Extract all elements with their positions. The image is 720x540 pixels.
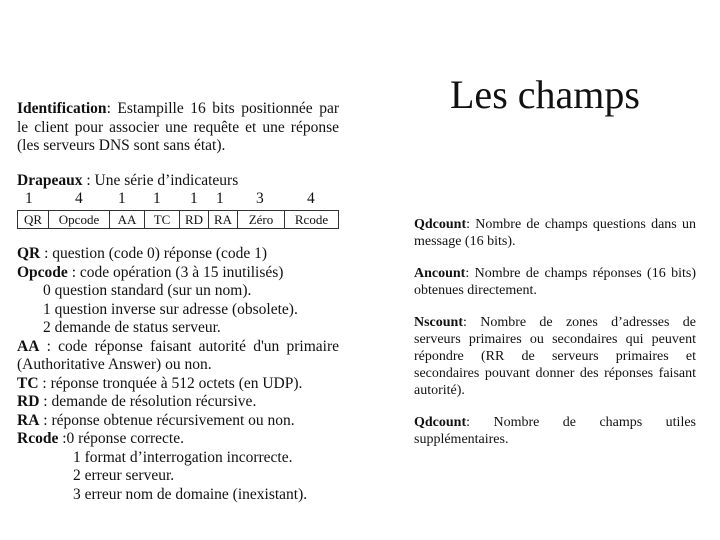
ancount-term: Ancount (414, 266, 466, 281)
aa-definition (17, 338, 339, 375)
opcode-value-2: 2 demande de status serveur. (43, 319, 221, 336)
qr-definition (17, 245, 339, 264)
identification-text: : Estampille 16 bits positionnée par le client pour associer une requête et une réponse (les serveurs DNS sont sans état). (17, 100, 339, 154)
flag-cell-rcode: Rcode (285, 211, 339, 229)
drapeaux-paragraph (17, 172, 339, 191)
rcode-value-2: 2 erreur serveur. (73, 467, 175, 484)
opcode-term: Opcode (17, 263, 68, 281)
ra-term: RA (17, 411, 40, 429)
opcode-definition (17, 264, 339, 283)
qdcount-term: Qdcount (414, 217, 467, 232)
left-column (17, 100, 339, 504)
rd-text: : demande de résolution récursive. (39, 393, 257, 410)
tc-text: : réponse tronquée à 512 octets (en UDP). (38, 374, 303, 392)
ra-definition (17, 412, 339, 431)
qdcount-definition (414, 216, 696, 250)
ancount-definition (414, 265, 696, 299)
bit-size: 4 (75, 190, 83, 207)
tc-term: TC (17, 374, 39, 392)
bit-size: 1 (216, 190, 224, 207)
opcode-value-1: 1 question inverse sur adresse (obsolete). (43, 300, 298, 318)
rcode-definition (17, 430, 339, 449)
flag-cell-ra: RA (209, 211, 238, 229)
bit-size: 4 (307, 190, 315, 207)
bit-size: 3 (256, 190, 264, 207)
opcode-value-0: 0 question standard (sur un nom). (43, 282, 252, 299)
drapeaux-text: : Une série d’indicateurs (82, 171, 239, 189)
ancount-text: : Nombre de champs réponses (16 bits) obtenues directement. (414, 266, 696, 298)
flag-cell-aa: AA (110, 211, 145, 229)
qdcount-additional-term: Qdcount (414, 415, 467, 430)
bit-size: 1 (25, 190, 33, 207)
flag-cell-opcode: Opcode (49, 211, 110, 229)
aa-term: AA (17, 337, 40, 355)
ra-text: : réponse obtenue récursivement ou non. (39, 411, 295, 429)
rd-term: RD (17, 393, 40, 410)
slide-title: Les champs (450, 72, 640, 117)
bit-size-row (17, 190, 339, 208)
nscount-term: Nscount (414, 315, 464, 330)
rcode-term: Rcode (17, 430, 59, 447)
flag-cell-tc: TC (145, 211, 180, 229)
nscount-text: : Nombre de zones d’adresses de serveurs primaires ou secondaires qui peuvent répondre (RR de serveurs primaires et secondaires pouvant donner des réponses faisant autorité). (414, 315, 696, 398)
drapeaux-term: Drapeaux (17, 171, 83, 189)
aa-text: : code réponse faisant autorité d'un primaire (Authoritative Answer) ou non. (17, 337, 339, 373)
rcode-text: :0 réponse correcte. (58, 430, 184, 447)
right-column (414, 216, 696, 463)
bit-size: 1 (153, 190, 161, 207)
rcode-value-3: 3 erreur nom de domaine (inexistant). (73, 485, 308, 503)
bit-size: 1 (118, 190, 126, 207)
qdcount-additional-text: : Nombre de champs utiles supplémentaires. (414, 415, 696, 447)
opcode-text: : code opération (3 à 15 inutilisés) (67, 263, 284, 281)
tc-definition (17, 375, 339, 394)
rcode-value-1: 1 format d’interrogation incorrecte. (73, 448, 293, 466)
rd-definition (17, 393, 339, 412)
identification-paragraph (17, 100, 339, 156)
flag-cell-qr: QR (18, 211, 49, 229)
flags-table (17, 210, 339, 229)
flag-cell-rd: RD (180, 211, 209, 229)
qdcount-text: : Nombre de champs questions dans un message (16 bits). (414, 217, 696, 249)
flag-cell-zero: Zéro (238, 211, 285, 229)
nscount-definition (414, 314, 696, 399)
identification-term: Identification (17, 100, 107, 117)
qdcount-additional-definition (414, 414, 696, 448)
bit-size: 1 (190, 190, 198, 207)
qr-text: : question (code 0) réponse (code 1) (40, 245, 268, 262)
qr-term: QR (17, 245, 41, 262)
flags-row (18, 211, 339, 229)
